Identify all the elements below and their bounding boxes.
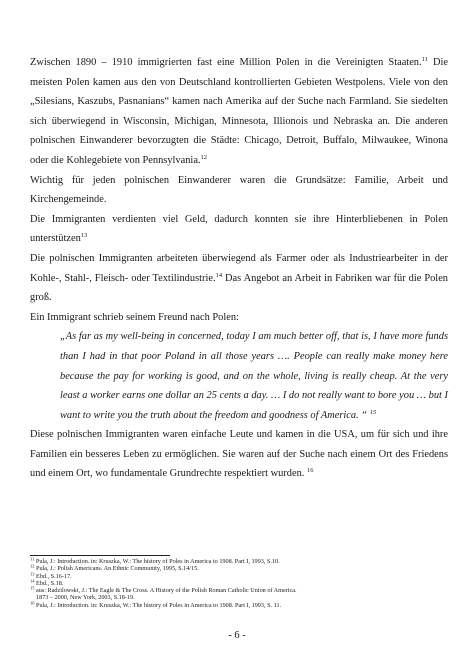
footnote-separator	[30, 555, 170, 556]
paragraph-closing: Diese polnischen Immigranten waren einfache Leute und kamen in die USA, um für sich und ihre Familien ein besseres Leben zu ermöglichen. Sie waren auf der Suche nach einem Ort des Friedens und einem Ort, wo fundamentale Grundrechte respektiert wurden. $^{16}$	[30, 429, 448, 480]
block-quote: „As far as my well-being in concerned, today I am much better off, that is, I have more funds than I had in that poor Poland in all those years …. People can really make money here because the pay for working is good, and on the whole, living is really cheap. At the very least a worker earns one dollar an 25 cents a day. … I do not really want to bore you … but I want to write you the truth about the freedom and goodness of America. “ $^{15}$	[60, 331, 448, 421]
paragraph-principles: Wichtig für jeden polnischen Einwanderer waren die Grundsätze: Familie, Arbeit und Kirchengemeinde.	[30, 174, 448, 206]
paragraph-letter-intro: Ein Immigrant schrieb seinem Freund nach Polen:	[30, 311, 239, 323]
paragraph-immigration: Zwischen 1890 – 1910 immigrierten fast eine Million Polen in die Vereinigten Staaten.$^{11}$ Die meisten Polen kamen aus den von Deutschland kontrollierten Gebieten Westpolens. Viele von den „Silesians, Kaszubs, Pasnanians“ kamen nach Amerika auf der Suche nach Farmland. Sie siedelten sich überwiegend in Wisconsin, Michigan, Minnesota, Illionois und Nebraska an. Die anderen polnischen Einwanderer bevorzugten die Städte: Chicago, Detroit, Buffalo, Milwaukee, Winona oder die Kohlegebiete von Pennsylvania.$^{12}$	[30, 56, 448, 166]
footnote: $^{11}$ Pula, J.: Introduction. in: Kruszka, W.: The history of Poles in America to 1908. Part I, 1993, S.10.	[30, 556, 280, 565]
footnotes	[30, 558, 448, 609]
footnote: $^{12}$ Pula, J.: Polish Americans. An Ethnic Community, 1995, S.14/15.	[30, 563, 199, 573]
footnote: $^{14}$ Ebd., S.18.	[30, 578, 64, 587]
body-text	[30, 53, 448, 484]
footnote: $^{16}$ Pula, J.: Introduction. in: Kruszka, W.: The history of Poles in America to 1908. Part I, 1993, S. 11.	[30, 600, 282, 609]
paragraph-work: Die polnischen Immigranten arbeiteten überwiegend als Farmer oder als Industriearbeiter in der Kohle-, Stahl-, Fleisch- oder Textilindustrie.$^{14}$ Das Angebot an Arbeit in Fabriken war für die Polen groß.	[30, 252, 448, 304]
footnote-ref[interactable]: 13	[80, 232, 88, 240]
footnote: $^{13}$ Ebd., S.16-17.	[30, 571, 72, 580]
footnote-ref[interactable]: 15	[369, 408, 377, 416]
footnote-ref[interactable]: 12	[200, 153, 208, 161]
footnote-ref[interactable]: 14	[215, 271, 223, 279]
footnote-continuation: 1873 – 2000, New York, 2003, S.18-19.	[36, 594, 135, 602]
footnote: $^{15}$ aus: Radzilowski, J.: The Eagle & The Cross. A History of the Polish Roman Catholic Union of America.	[30, 585, 297, 595]
page-number: - 6 -	[228, 630, 246, 641]
footnote-ref[interactable]: 11	[421, 56, 428, 63]
footnote-ref[interactable]: 16	[307, 467, 314, 475]
paragraph-earnings: Die Immigranten verdienten viel Geld, dadurch konnten sie ihre Hinterbliebenen in Polen unterstützen$^{13}$	[30, 213, 448, 245]
